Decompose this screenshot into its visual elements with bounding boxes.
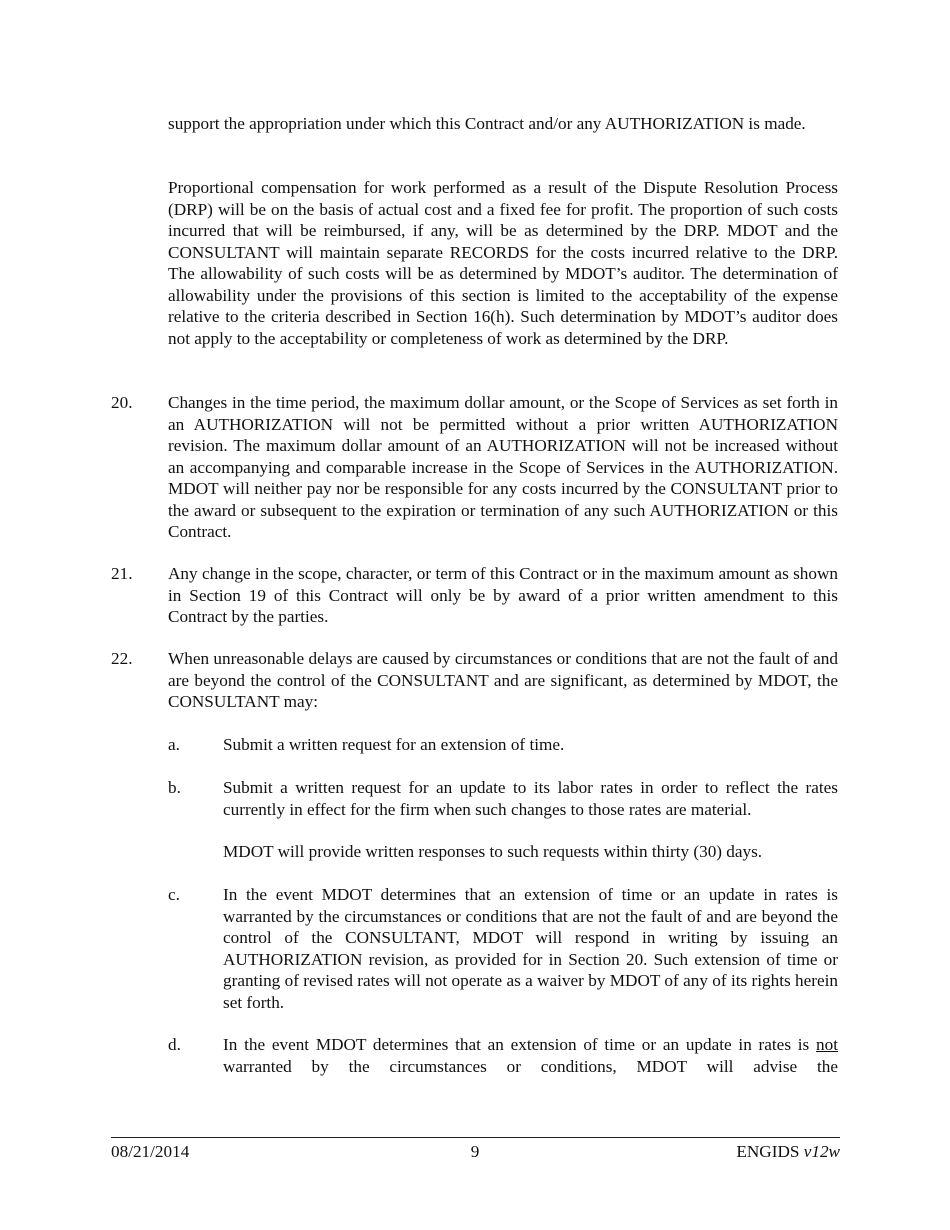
item-d-text-pre: In the event MDOT determines that an extension of time or an update in rates is (223, 1035, 817, 1054)
footer-doc-id (736, 1141, 840, 1163)
footer-doc-name: ENGIDS (736, 1142, 800, 1161)
footer-page-number: 9 (470, 1142, 480, 1161)
item-a-text: Submit a written request for an extension of time. (223, 735, 565, 754)
item-b-response-note: MDOT will provide written responses to such requests within thirty (30) days. (223, 842, 763, 861)
section-21-text: Any change in the scope, character, or term of this Contract or in the maximum amount as shown in Section 19 of this Contract will only be by award of a prior written amendment to this Contract by the parties. (168, 564, 838, 626)
item-letter-b: b. (168, 778, 181, 797)
item-letter-d: d. (168, 1035, 181, 1054)
item-d-text-post: warranted by the circumstances or conditions, MDOT will advise the (223, 1056, 838, 1076)
paragraph-proportional-compensation: Proportional compensation for work performed as a result of the Dispute Resolution Process (DRP) will be on the basis of actual cost and a fixed fee for profit. The proportion of such costs incurred that will be reimbursed, if any, will be as determined by the DRP. MDOT and the CONSULTANT will maintain separate RECORDS for the costs incurred relative to the DRP. The allowability of such costs will be as determined by MDOT’s auditor. The determination of allowability under the provisions of this section is limited to the acceptability of the expense relative to the criteria described in Section 16(h). Such determination by MDOT’s auditor does not apply to the acceptability or completeness of work as determined by the DRP. (168, 178, 838, 348)
section-number-21: 21. (111, 564, 133, 583)
section-20-text: Changes in the time period, the maximum dollar amount, or the Scope of Services as set forth in an AUTHORIZATION will not be permitted without a prior written AUTHORIZATION revision. The maximum dollar amount of an AUTHORIZATION will not be increased without an accompanying and comparable increase in the Scope of Services in the AUTHORIZATION. MDOT will neither pay nor be responsible for any costs incurred by the CONSULTANT prior to the award or subsequent to the expiration or termination of any such AUTHORIZATION or this Contract. (168, 393, 838, 541)
paragraph-appropriation: support the appropriation under which this Contract and/or any AUTHORIZATION is made. (168, 114, 806, 133)
item-d-text (223, 1034, 838, 1077)
item-d-underlined-not: not (816, 1035, 838, 1054)
section-number-22: 22. (111, 649, 133, 668)
footer-date: 08/21/2014 (111, 1142, 190, 1161)
section-22-text: When unreasonable delays are caused by circumstances or conditions that are not the fault of and are beyond the control of the CONSULTANT and are significant, as determined by MDOT, the CONSULTANT may: (168, 649, 838, 711)
item-letter-c: c. (168, 885, 180, 904)
item-c-text: In the event MDOT determines that an extension of time or an update in rates is warranted by the circumstances or conditions that are not the fault of and are beyond the control of the CONSULTANT, MDOT will respond in writing by issuing an AUTHORIZATION revision, as provided for in Section 20. Such extension of time or granting of revised rates will not operate as a waiver by MDOT of any of its rights herein set forth. (223, 885, 838, 1012)
item-b-text: Submit a written request for an update to its labor rates in order to reflect the rates currently in effect for the firm when such changes to those rates are material. (223, 778, 838, 819)
section-number-20: 20. (111, 393, 133, 412)
footer-divider (111, 1137, 840, 1138)
item-letter-a: a. (168, 735, 180, 754)
footer-version: v12w (803, 1142, 840, 1161)
